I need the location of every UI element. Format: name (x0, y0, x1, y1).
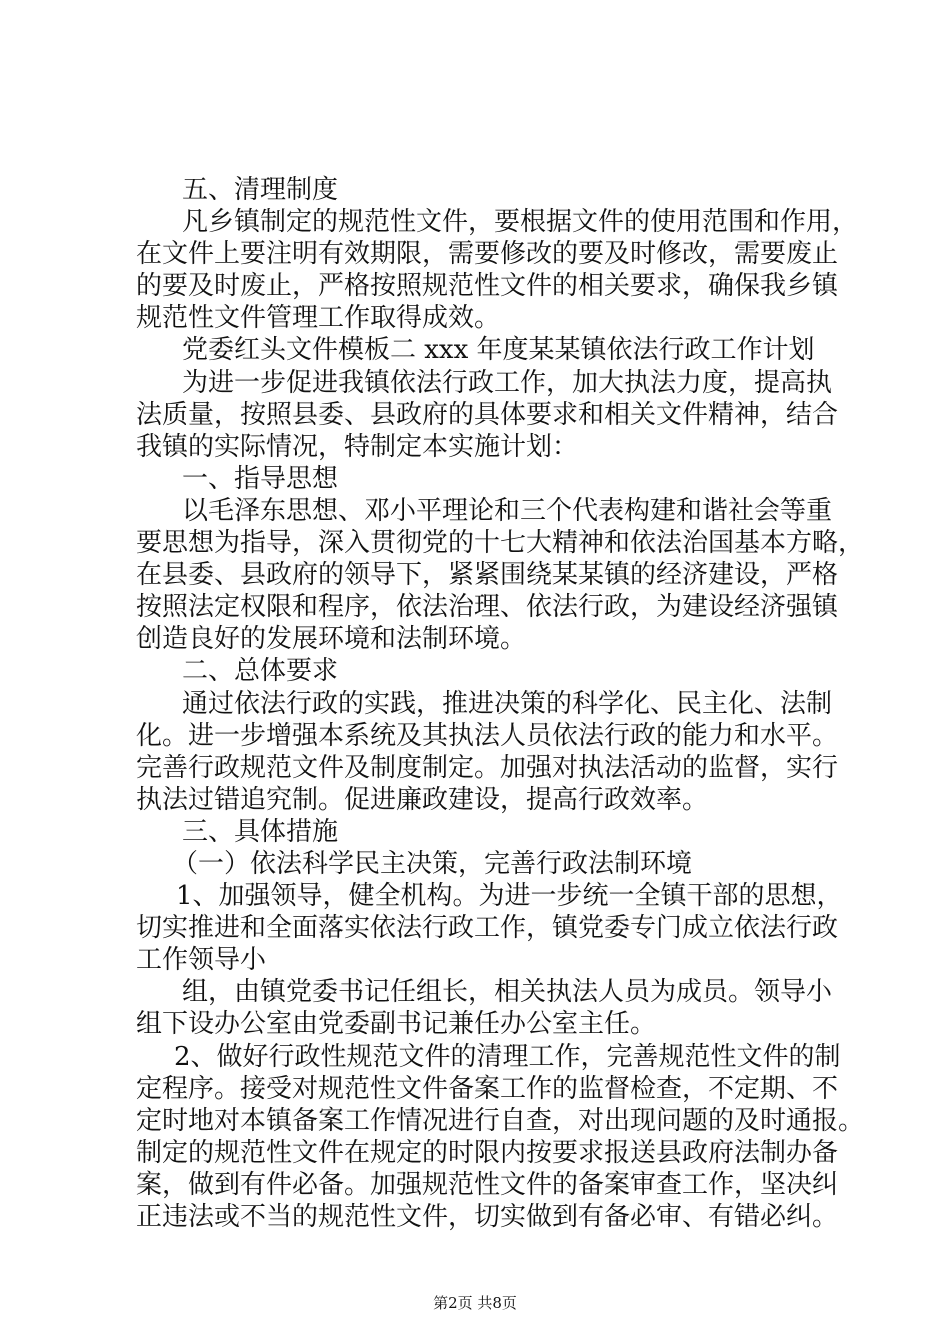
document-body (136, 174, 865, 1233)
section-heading: 三、具体措施 (182, 816, 339, 847)
paragraph-line: 我镇的实际情况，特制定本实施计划： (136, 431, 579, 462)
paragraph-line: 规范性文件管理工作取得成效。 (136, 303, 501, 334)
paragraph-line: 按照法定权限和程序，依法治理、依法行政，为建设经济强镇 (136, 592, 839, 623)
paragraph-line: 为进一步促进我镇依法行政工作，加大执法力度，提高执 (182, 367, 833, 398)
paragraph-line: 工作领导小 (136, 945, 267, 976)
section-heading: 一、指导思想 (182, 463, 339, 494)
section-heading: 二、总体要求 (182, 656, 339, 687)
paragraph-line: 组下设办公室由党委副书记兼任办公室主任。 (136, 1009, 657, 1040)
paragraph-line: 案，做到有件必备。加强规范性文件的备案审查工作，坚决纠 (136, 1169, 839, 1200)
paragraph-line: 组，由镇党委书记任组长，相关执法人员为成员。领导小 (182, 977, 833, 1008)
paragraph-line: 2、做好行政性规范文件的清理工作，完善规范性文件的制 (174, 1041, 841, 1072)
paragraph-line: 完善行政规范文件及制度制定。加强对执法活动的监督，实行 (136, 752, 839, 783)
document-title: 党委红头文件模板二 xxx 年度某某镇依法行政工作计划 (182, 335, 815, 366)
subsection-heading: （一）依法科学民主决策，完善行政法制环境 (172, 848, 693, 879)
paragraph-line: 定程序。接受对规范性文件备案工作的监督检查，不定期、不 (136, 1073, 839, 1104)
paragraph-line: 以毛泽东思想、邓小平理论和三个代表构建和谐社会等重 (182, 495, 833, 526)
paragraph-line: 创造良好的发展环境和法制环境。 (136, 624, 527, 655)
section-heading: 五、清理制度 (182, 175, 339, 205)
paragraph-line: 正违法或不当的规范性文件，切实做到有备必审、有错必纠。 (136, 1202, 839, 1232)
paragraph-line: 在县委、县政府的领导下，紧紧围绕某某镇的经济建设，严格 (136, 560, 839, 591)
paragraph-line: 执法过错追究制。促进廉政建设，提高行政效率。 (136, 784, 709, 815)
paragraph-line: 制定的规范性文件在规定的时限内按要求报送县政府法制办备 (136, 1137, 839, 1168)
paragraph-line: 法质量，按照县委、县政府的具体要求和相关文件精神，结合 (136, 399, 839, 430)
paragraph-line: 通过依法行政的实践，推进决策的科学化、民主化、法制 (182, 688, 833, 719)
paragraph-line: 切实推进和全面落实依法行政工作，镇党委专门成立依法行政 (136, 913, 839, 944)
page-number-footer: 第2页 共8页 (433, 1294, 517, 1312)
paragraph-line: 1、加强领导，健全机构。为进一步统一全镇干部的思想， (176, 881, 843, 912)
paragraph-line: 凡乡镇制定的规范性文件，要根据文件的使用范围和作用， (182, 207, 859, 238)
paragraph-line: 要思想为指导，深入贯彻党的十七大精神和依法治国基本方略， (136, 528, 865, 559)
paragraph-line: 化。进一步增强本系统及其执法人员依法行政的能力和水平。 (136, 720, 839, 751)
paragraph-line: 定时地对本镇备案工作情况进行自查，对出现问题的及时通报。 (136, 1105, 865, 1136)
paragraph-line: 的要及时废止，严格按照规范性文件的相关要求，确保我乡镇 (136, 271, 839, 302)
paragraph-line: 在文件上要注明有效期限，需要修改的要及时修改，需要废止 (136, 239, 839, 270)
